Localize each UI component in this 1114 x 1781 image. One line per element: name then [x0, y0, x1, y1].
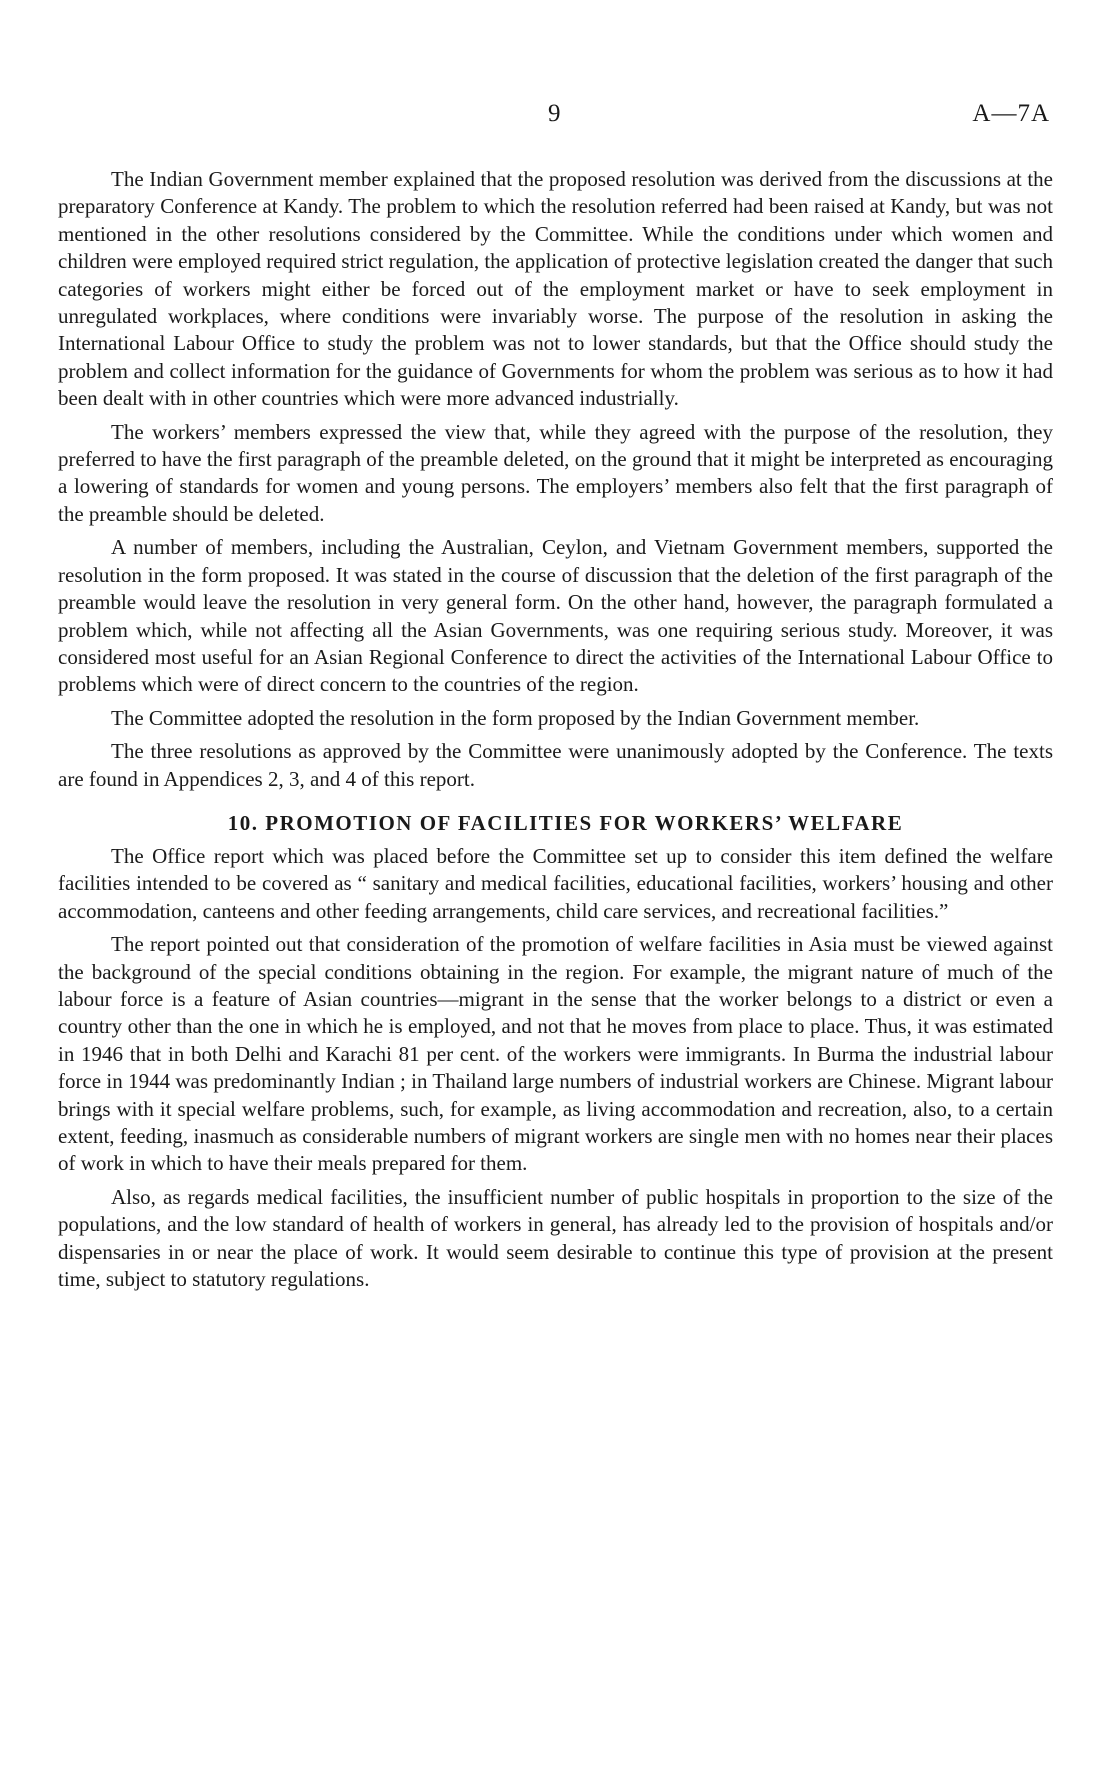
paragraph-indian-government-member: The Indian Government member explained that the proposed resolution was derived from the discussions at the preparatory Conference at Kandy. The problem to which the resolution referred had been raised at Kandy, but was not mentioned in the other resolutions considered by the Committee. While the conditions under which women and children were employed required strict regulation, the application of protective legislation created the danger that such categories of workers might either be forced out of the employment market or have to seek employment in unregulated workplaces, where conditions were invariably worse. The purpose of the resolution in asking the International Labour Office to study the problem was not to lower standards, but that the Office should study the problem and collect information for the guidance of Governments for whom the problem was serious as to how it had been dealt with in other countries which were more advanced industrially.	[58, 167, 1053, 411]
page-header	[0, 100, 1114, 134]
paragraph-report-pointed-out: The report pointed out that consideration of the promotion of welfare facilities in Asia must be viewed against the background of the special conditions obtaining in the region. For example, the migrant nature of much of the labour force is a feature of Asian countries—migrant in the sense that the worker belongs to a district or even a country other than the one in which he is employed, and not that he moves from place to place. Thus, it was estimated in 1946 that in both Delhi and Karachi 81 per cent. of the workers were immigrants. In Burma the industrial labour force in 1944 was predominantly Indian ; in Thailand large numbers of industrial workers are Chinese. Migrant labour brings with it special welfare problems, such, for example, as living accommodation and recreation, also, to a certain extent, feeding, inasmuch as considerable numbers of migrant workers are single men with no homes near their places of work in which to have their meals prepared for them.	[58, 932, 1053, 1176]
paragraph-three-resolutions: The three resolutions as approved by the Committee were unanimously adopted by the Conference. The texts are found in Appendices 2, 3, and 4 of this report.	[58, 739, 1053, 791]
paragraph-medical-facilities: Also, as regards medical facilities, the insufficient number of public hospitals in proportion to the size of the populations, and the low standard of health of workers in general, has already led to the provision of hospitals and/or dispensaries in or near the place of work. It would seem desirable to continue this type of provision at the present time, subject to statutory regulations.	[58, 1184, 1053, 1292]
paragraph-number-of-members: A number of members, including the Australian, Ceylon, and Vietnam Government members, supported the resolution in the form proposed. It was stated in the course of discussion that the deletion of the first paragraph of the preamble would leave the resolution in very general form. On the other hand, however, the paragraph formulated a problem which, while not affecting all the Asian Governments, was one requiring serious study. Moreover, it was considered most useful for an Asian Regional Conference to direct the activities of the International Labour Office to problems which were of direct concern to the countries of the region.	[58, 535, 1053, 697]
section-heading-welfare-facilities: 10. PROMOTION OF FACILITIES FOR WORKERS’ WELFARE	[227, 810, 904, 835]
paragraph-committee-adopted: The Committee adopted the resolution in the form proposed by the Indian Government member.	[111, 705, 920, 730]
document-reference: A—7A	[972, 100, 1050, 127]
page-body	[58, 166, 1053, 1299]
page-number: 9	[548, 100, 561, 127]
paragraph-workers-members: The workers’ members expressed the view that, while they agreed with the purpose of the resolution, they preferred to have the first paragraph of the preamble deleted, on the ground that it might be interpreted as encouraging a lowering of standards for women and young persons. The employers’ members also felt that the first paragraph of the preamble should be deleted.	[58, 419, 1053, 526]
paragraph-office-report: The Office report which was placed before the Committee set up to consider this item defined the welfare facilities intended to be covered as “ sanitary and medical facilities, educational facilities, workers’ housing and other accommodation, canteens and other feeding arrangements, child care services, and recreational facilities.”	[58, 843, 1053, 923]
